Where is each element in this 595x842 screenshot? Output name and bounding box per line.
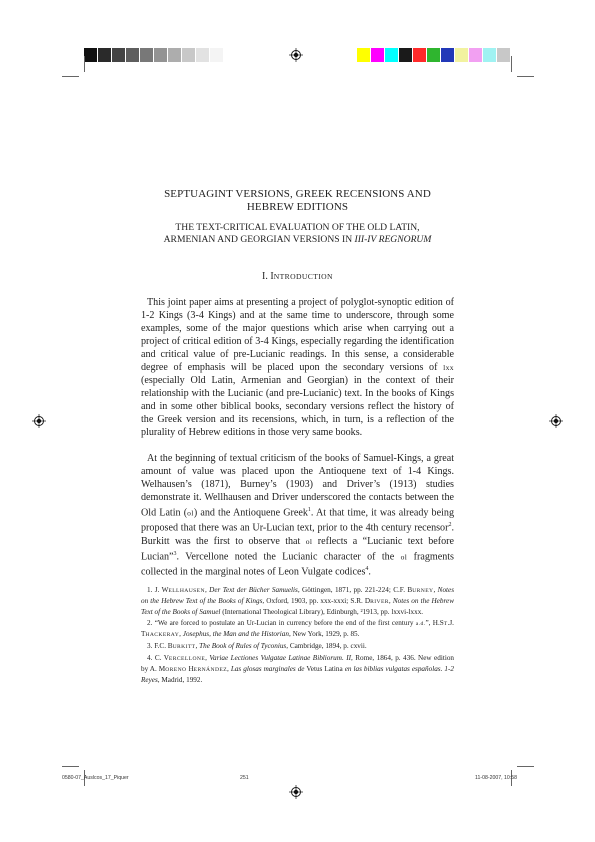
footnote-3: 3. F.C. BURKITT, The Book of Rules of Tyconius, Cambridge, 1894, p. cxvii. bbox=[147, 642, 367, 650]
color-swatch bbox=[427, 48, 441, 62]
footer-timestamp: 11-08-2007, 10:58 bbox=[475, 775, 518, 781]
section-heading: I. INTRODUCTION bbox=[262, 271, 333, 282]
footer-page: 251 bbox=[240, 775, 249, 781]
color-swatch bbox=[98, 48, 112, 62]
title-line-2: HEBREW EDITIONS bbox=[246, 201, 349, 213]
subtitle-italic: III-IV REGNORUM bbox=[354, 234, 432, 245]
color-swatch bbox=[399, 48, 413, 62]
crop-mark bbox=[62, 766, 79, 767]
crop-mark bbox=[517, 766, 534, 767]
grayscale-color-bar bbox=[84, 48, 224, 62]
color-swatch bbox=[483, 48, 497, 62]
cmyk-color-bar bbox=[357, 48, 511, 62]
title-line-1: SEPTUAGINT VERSIONS, GREEK RECENSIONS AND bbox=[164, 188, 431, 200]
color-swatch bbox=[441, 48, 455, 62]
color-swatch bbox=[413, 48, 427, 62]
color-swatch bbox=[455, 48, 469, 62]
color-swatch bbox=[196, 48, 210, 62]
footnote-1: 1. J. WELLHAUSEN, Der Text der Bücher Samuelis, Göttingen, 1871, pp. 221-224; C.F. BURNEY, Notes on the Hebrew Text of the Books of Kings, Oxford, 1903, pp. xxx-xxxi; S.R. DRIVER, Notes on the Hebrew Text of the Books of Samuel (International Theological Library), Edinburgh, ²1913, pp. lxxvi-lxxx. bbox=[141, 586, 455, 616]
footnote-2: 2. “We are forced to postulate an Ur-Lucian in currency before the end of the first century a.d.”, H.ST.J. THACKERAY, Josephus, the Man and the Historian, New York, 1929, p. 85. bbox=[141, 619, 454, 638]
crop-mark bbox=[517, 76, 534, 77]
footnote-ref[interactable]: 2 bbox=[448, 522, 452, 529]
color-swatch bbox=[357, 48, 371, 62]
color-swatch bbox=[126, 48, 140, 62]
crop-mark bbox=[511, 56, 512, 72]
color-swatch bbox=[112, 48, 126, 62]
subtitle-line-2: ARMENIAN AND GEORGIAN VERSIONS IN bbox=[163, 234, 355, 245]
color-swatch bbox=[210, 48, 224, 62]
article-subtitle bbox=[141, 222, 454, 246]
color-swatch bbox=[140, 48, 154, 62]
crop-mark bbox=[84, 56, 85, 72]
color-swatch bbox=[182, 48, 196, 62]
registration-mark-bottom-icon bbox=[289, 785, 303, 799]
color-swatch bbox=[385, 48, 399, 62]
color-swatch bbox=[154, 48, 168, 62]
footnote-ref[interactable]: 1 bbox=[307, 507, 311, 513]
footnote-ref[interactable]: 3 bbox=[173, 550, 177, 557]
registration-mark-top-icon bbox=[289, 48, 303, 62]
article-title bbox=[141, 188, 454, 214]
footnote-ref[interactable]: 4 bbox=[365, 566, 369, 573]
color-swatch bbox=[84, 48, 98, 62]
body-paragraph-1: This joint paper aims at presenting a project of polyglot-synoptic edition of 1-2 Kings (3-4 Kings) and at the same time to underscore, through some examples, some of the major questions which arise when carrying out a project of critical edition of 3-4 Kings, especially regarding the identification and critical value of pre-Lucianic readings. In this sense, a considerable degree of emphasis will be placed upon the secondary versions of lxx (especially Old Latin, Armenian and Georgian) in the context of their relationship with the Lucianic (and pre-Lucianic) text. In the books of Kings and in some other biblical books, secondary versions reflect the history of the Greek version and its recensions, which, in turn, is a reflection of the plurality of Hebrew editions in those very same books. bbox=[141, 297, 454, 438]
color-swatch bbox=[168, 48, 182, 62]
footer-filename: 0580-07_Auslcos_17_Piquer bbox=[62, 775, 129, 781]
color-swatch bbox=[469, 48, 483, 62]
footnotes bbox=[141, 585, 454, 686]
body-paragraph-2: At the beginning of textual criticism of the books of Samuel-Kings, a great amount of value was placed upon the Antioquene text of 1-4 Kings. Welhausen’s (1871), Burney’s (1903) and Driver’s (1913) studies demonstrate it. Wellhausen and Driver underscored the contacts between the Old Latin (ol) and the Antioquene Greek$^1$. At that time, it was already being proposed that there was an Ur-Lucian text, prior to the 4th century recensor$^2$. Burkitt was the first to observe that ol reflects a “Lucianic text before Lucian”$^3$. Vercellone noted the Lucianic character of the ol fragments collected in the marginal notes of Leon Vulgate codices$^4$. bbox=[141, 453, 455, 578]
registration-mark-left-icon bbox=[32, 414, 46, 428]
registration-mark-right-icon bbox=[549, 414, 563, 428]
color-swatch bbox=[371, 48, 385, 62]
subtitle-line-1: THE TEXT-CRITICAL EVALUATION OF THE OLD LATIN, bbox=[175, 222, 420, 233]
color-swatch bbox=[497, 48, 511, 62]
footnote-4: 4. C. VERCELLONE, Variae Lectiones Vulgatae Latinae Bibliorum. II, Rome, 1864, p. 436. New edition by A. MORENO HERNÁNDEZ, Las glosas marginales de Vetus Latina en las biblias vulgatas españolas. 1-2 Reyes, Madrid, 1992. bbox=[141, 654, 455, 684]
crop-mark bbox=[62, 76, 79, 77]
